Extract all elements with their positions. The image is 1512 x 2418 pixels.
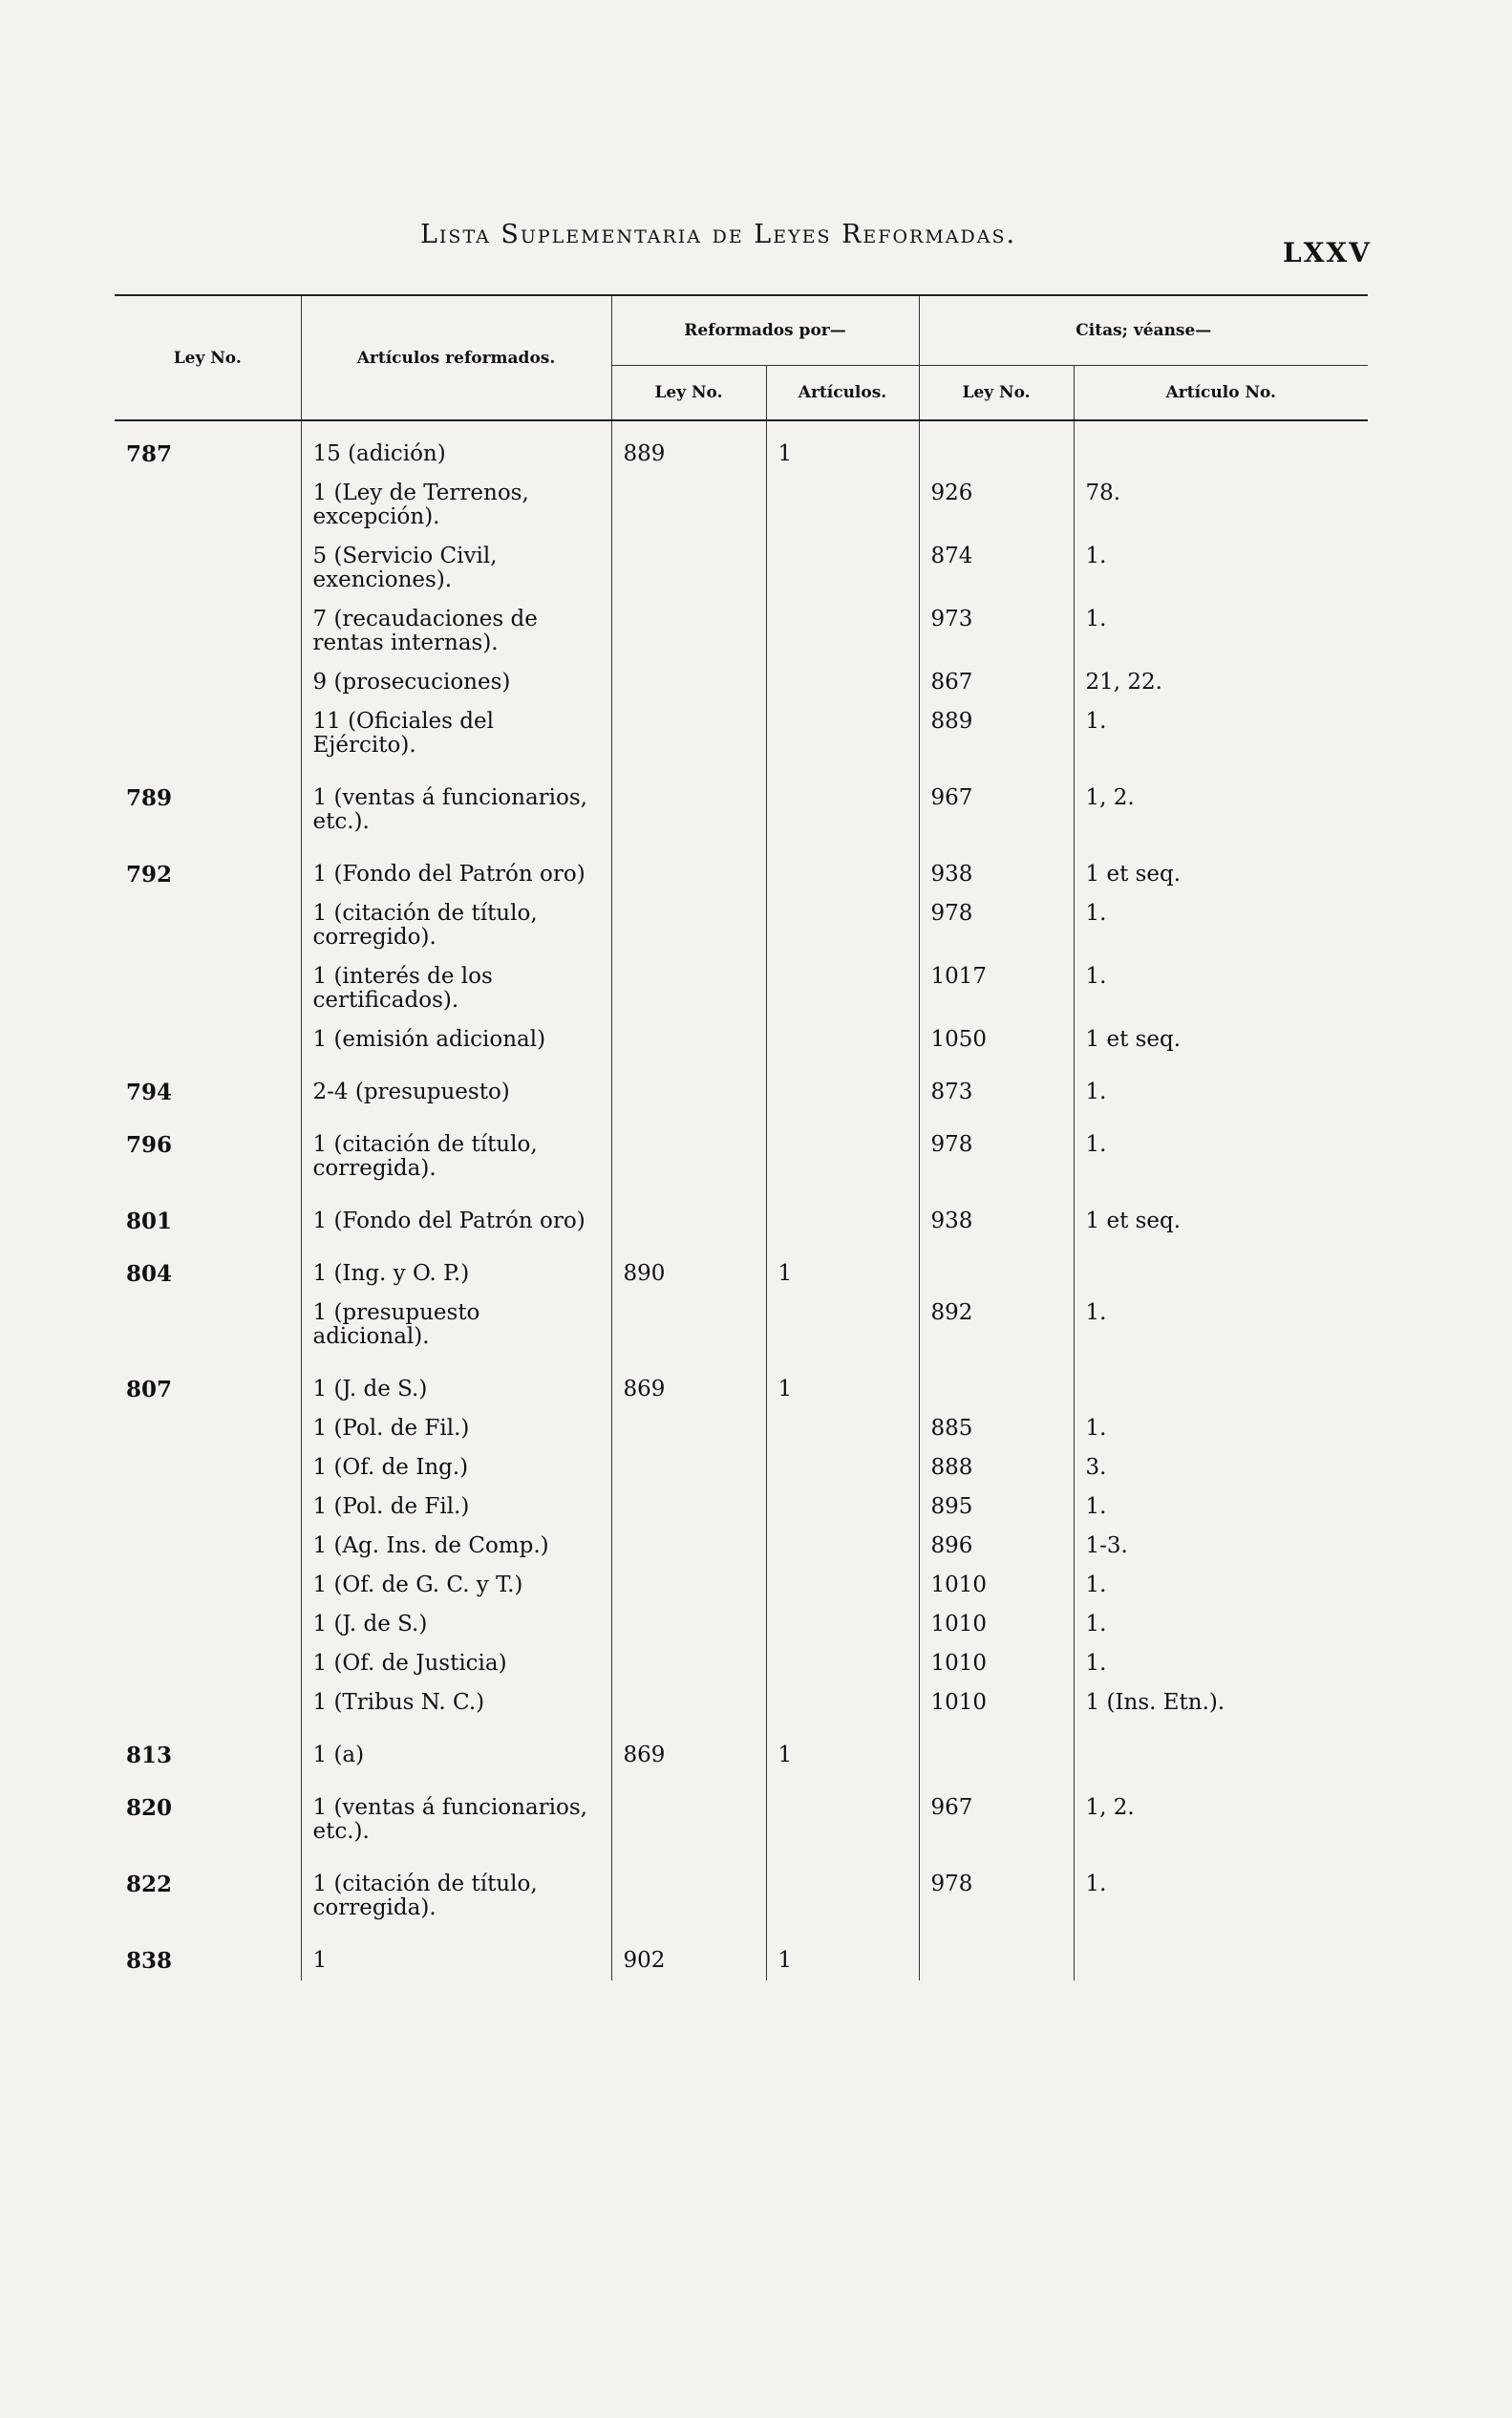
table-row: [115, 957, 1368, 1020]
table-body: [115, 420, 1368, 1980]
table-row: [115, 474, 1368, 537]
cell-ref-ley-no: [611, 1487, 766, 1527]
cell-citas-ley-no: 978: [919, 1112, 1074, 1188]
cell-citas-ley-no: [919, 1241, 1074, 1294]
cell-ley-no: [115, 1644, 301, 1683]
cell-ref-ley-no: [611, 474, 766, 537]
cell-ley-no: [115, 474, 301, 537]
cell-ley-no: [115, 600, 301, 663]
cell-articulos-reformados: 1 (Tribus N. C.): [301, 1683, 611, 1723]
cell-articulos-reformados: 1 (Pol. de Fil.): [301, 1487, 611, 1527]
cell-articulos-reformados: 1 (Of. de G. C. y T.): [301, 1566, 611, 1605]
cell-ref-articulos: 1: [766, 1723, 919, 1775]
cell-ref-ley-no: [611, 842, 766, 894]
cell-citas-articulo-no: 1.: [1074, 600, 1368, 663]
cell-ref-ley-no: [611, 1566, 766, 1605]
cell-citas-ley-no: 967: [919, 765, 1074, 842]
table-header: [115, 295, 1368, 420]
cell-articulos-reformados: 1 (J. de S.): [301, 1357, 611, 1409]
cell-citas-ley-no: 978: [919, 1851, 1074, 1928]
cell-citas-articulo-no: 1-3.: [1074, 1527, 1368, 1566]
table-row: [115, 1851, 1368, 1928]
cell-citas-ley-no: 967: [919, 1775, 1074, 1851]
cell-articulos-reformados: 1 (citación de título, corregido).: [301, 894, 611, 957]
cell-ley-no: 794: [126, 1080, 173, 1105]
cell-ref-ley-no: [611, 1188, 766, 1241]
cell-citas-articulo-no: 1 et seq.: [1074, 1020, 1368, 1059]
cell-citas-articulo-no: 1.: [1074, 894, 1368, 957]
cell-ley-no: 804: [126, 1261, 173, 1287]
cell-ref-ley-no: 890: [611, 1241, 766, 1294]
cell-ref-ley-no: [611, 1644, 766, 1683]
cell-citas-articulo-no: 1.: [1074, 1294, 1368, 1357]
table-row: [115, 1059, 1368, 1112]
cell-citas-ley-no: 978: [919, 894, 1074, 957]
cell-articulos-reformados: 1 (presupuesto adicional).: [301, 1294, 611, 1357]
table-row: [115, 1357, 1368, 1409]
table-row: [115, 600, 1368, 663]
cell-citas-ley-no: 1010: [919, 1566, 1074, 1605]
cell-articulos-reformados: 1: [301, 1928, 611, 1980]
cell-ref-articulos: [766, 537, 919, 600]
table-row: [115, 1409, 1368, 1448]
cell-citas-articulo-no: [1074, 1357, 1368, 1409]
cell-ref-articulos: [766, 1188, 919, 1241]
cell-ref-articulos: 1: [766, 1357, 919, 1409]
cell-ref-articulos: [766, 1487, 919, 1527]
table-row: [115, 1683, 1368, 1723]
cell-articulos-reformados: 1 (Of. de Ing.): [301, 1448, 611, 1487]
cell-citas-articulo-no: 1, 2.: [1074, 1775, 1368, 1851]
cell-articulos-reformados: 1 (citación de título, corregida).: [301, 1851, 611, 1928]
cell-ley-no: 787: [126, 441, 173, 467]
cell-ref-ley-no: [611, 1020, 766, 1059]
cell-ref-articulos: [766, 1112, 919, 1188]
cell-citas-ley-no: 874: [919, 537, 1074, 600]
cell-citas-articulo-no: 1 (Ins. Etn.).: [1074, 1683, 1368, 1723]
cell-ley-no: [115, 1409, 301, 1448]
cell-citas-articulo-no: 1.: [1074, 1059, 1368, 1112]
cell-ref-articulos: [766, 474, 919, 537]
cell-articulos-reformados: 1 (J. de S.): [301, 1605, 611, 1644]
cell-citas-ley-no: [919, 1928, 1074, 1980]
cell-ref-ley-no: [611, 1851, 766, 1928]
cell-ref-articulos: [766, 1605, 919, 1644]
cell-citas-ley-no: 938: [919, 842, 1074, 894]
cell-citas-ley-no: 1010: [919, 1644, 1074, 1683]
table-row: [115, 1775, 1368, 1851]
cell-ref-articulos: [766, 1527, 919, 1566]
cell-citas-articulo-no: 1.: [1074, 702, 1368, 765]
cell-ref-articulos: [766, 663, 919, 702]
header-ley-no: Ley No.: [173, 348, 242, 368]
cell-articulos-reformados: 1 (ventas á funcionarios, etc.).: [301, 765, 611, 842]
cell-articulos-reformados: 9 (prosecuciones): [301, 663, 611, 702]
cell-citas-ley-no: 867: [919, 663, 1074, 702]
cell-citas-ley-no: 1010: [919, 1683, 1074, 1723]
cell-ref-ley-no: [611, 765, 766, 842]
cell-ref-ley-no: [611, 1448, 766, 1487]
cell-ref-articulos: [766, 1566, 919, 1605]
cell-articulos-reformados: 1 (Ag. Ins. de Comp.): [301, 1527, 611, 1566]
cell-citas-articulo-no: 1.: [1074, 957, 1368, 1020]
cell-citas-ley-no: 892: [919, 1294, 1074, 1357]
cell-citas-articulo-no: 1.: [1074, 1644, 1368, 1683]
cell-ley-no: 820: [126, 1795, 173, 1821]
cell-ref-articulos: 1: [766, 1928, 919, 1980]
cell-ref-ley-no: 869: [611, 1723, 766, 1775]
table-row: [115, 1605, 1368, 1644]
cell-ley-no: 807: [126, 1377, 173, 1402]
header-ref-ley-no: Ley No.: [611, 366, 766, 421]
cell-ref-articulos: [766, 1294, 919, 1357]
cell-ley-no: [115, 1605, 301, 1644]
cell-citas-articulo-no: 1 et seq.: [1074, 842, 1368, 894]
cell-citas-articulo-no: [1074, 1241, 1368, 1294]
header-ref-articulos: Artículos.: [766, 366, 919, 421]
table-row: [115, 1644, 1368, 1683]
cell-citas-ley-no: 1010: [919, 1605, 1074, 1644]
table-row: [115, 842, 1368, 894]
table-row: [115, 1928, 1368, 1980]
cell-articulos-reformados: 1 (citación de título, corregida).: [301, 1112, 611, 1188]
table-row: [115, 1241, 1368, 1294]
cell-ley-no: 789: [126, 785, 173, 811]
cell-articulos-reformados: 15 (adición): [301, 420, 611, 474]
cell-ref-ley-no: 902: [611, 1928, 766, 1980]
cell-ley-no: [115, 957, 301, 1020]
cell-citas-ley-no: 896: [919, 1527, 1074, 1566]
page-number: LXXV: [1283, 237, 1372, 268]
cell-citas-articulo-no: 1.: [1074, 1566, 1368, 1605]
cell-citas-articulo-no: 1.: [1074, 1487, 1368, 1527]
cell-ley-no: [115, 1487, 301, 1527]
cell-citas-ley-no: 938: [919, 1188, 1074, 1241]
cell-ley-no: [115, 894, 301, 957]
cell-citas-articulo-no: 1.: [1074, 1605, 1368, 1644]
cell-ley-no: 792: [126, 862, 173, 888]
table-row: [115, 1566, 1368, 1605]
cell-articulos-reformados: 1 (Fondo del Patrón oro): [301, 842, 611, 894]
cell-ley-no: [115, 1294, 301, 1357]
cell-citas-ley-no: 973: [919, 600, 1074, 663]
cell-ref-ley-no: [611, 1294, 766, 1357]
cell-articulos-reformados: 1 (interés de los certificados).: [301, 957, 611, 1020]
cell-articulos-reformados: 1 (Of. de Justicia): [301, 1644, 611, 1683]
cell-articulos-reformados: 1 (emisión adicional): [301, 1020, 611, 1059]
cell-citas-articulo-no: 1.: [1074, 1851, 1368, 1928]
cell-citas-articulo-no: 1.: [1074, 537, 1368, 600]
cell-citas-ley-no: [919, 420, 1074, 474]
header-citas-articulo-no: Artículo No.: [1074, 366, 1368, 421]
table-row: [115, 894, 1368, 957]
cell-ley-no: [115, 537, 301, 600]
cell-ref-articulos: [766, 1683, 919, 1723]
cell-citas-articulo-no: 3.: [1074, 1448, 1368, 1487]
cell-ref-articulos: 1: [766, 1241, 919, 1294]
cell-ref-ley-no: [611, 702, 766, 765]
cell-ref-ley-no: [611, 1775, 766, 1851]
cell-articulos-reformados: 2-4 (presupuesto): [301, 1059, 611, 1112]
cell-ref-articulos: [766, 957, 919, 1020]
cell-ref-articulos: 1: [766, 420, 919, 474]
cell-ley-no: [115, 1020, 301, 1059]
header-reformados-por: Reformados por—: [611, 295, 919, 366]
table-row: [115, 1527, 1368, 1566]
cell-ref-articulos: [766, 702, 919, 765]
cell-articulos-reformados: 7 (recaudaciones de rentas internas).: [301, 600, 611, 663]
header-citas: Citas; véanse—: [919, 295, 1368, 366]
cell-ley-no: [115, 1527, 301, 1566]
table-row: [115, 1294, 1368, 1357]
cell-ref-ley-no: [611, 1112, 766, 1188]
cell-ref-ley-no: [611, 1605, 766, 1644]
cell-ref-ley-no: [611, 1527, 766, 1566]
cell-ref-articulos: [766, 1851, 919, 1928]
cell-ref-articulos: [766, 600, 919, 663]
table-row: [115, 537, 1368, 600]
page-title: Lista Suplementaria de Leyes Reformadas.: [420, 220, 1017, 249]
table-row: [115, 1188, 1368, 1241]
cell-citas-ley-no: 926: [919, 474, 1074, 537]
cell-citas-ley-no: [919, 1357, 1074, 1409]
table-row: [115, 765, 1368, 842]
table-row: [115, 702, 1368, 765]
table-row: [115, 663, 1368, 702]
cell-ref-articulos: [766, 1059, 919, 1112]
cell-citas-ley-no: [919, 1723, 1074, 1775]
amended-laws-table-container: [115, 294, 1368, 1980]
cell-ref-ley-no: [611, 663, 766, 702]
cell-ref-articulos: [766, 842, 919, 894]
cell-ley-no: [115, 663, 301, 702]
table-row: [115, 1112, 1368, 1188]
cell-citas-ley-no: 888: [919, 1448, 1074, 1487]
table-row: [115, 1487, 1368, 1527]
cell-ref-ley-no: 869: [611, 1357, 766, 1409]
cell-articulos-reformados: 1 (Ley de Terrenos, excepción).: [301, 474, 611, 537]
table-row: [115, 420, 1368, 474]
cell-ley-no: 813: [126, 1743, 173, 1768]
cell-ref-articulos: [766, 1775, 919, 1851]
cell-ley-no: [115, 1566, 301, 1605]
cell-ley-no: 838: [126, 1948, 173, 1974]
cell-citas-ley-no: 1050: [919, 1020, 1074, 1059]
cell-ref-ley-no: 889: [611, 420, 766, 474]
cell-ref-articulos: [766, 1448, 919, 1487]
cell-ref-articulos: [766, 1020, 919, 1059]
cell-ley-no: [115, 702, 301, 765]
cell-citas-ley-no: 885: [919, 1409, 1074, 1448]
cell-ref-ley-no: [611, 1409, 766, 1448]
cell-ref-articulos: [766, 1409, 919, 1448]
cell-ref-ley-no: [611, 600, 766, 663]
table-row: [115, 1723, 1368, 1775]
amended-laws-table: [115, 294, 1368, 1980]
cell-citas-ley-no: 889: [919, 702, 1074, 765]
cell-citas-ley-no: 1017: [919, 957, 1074, 1020]
cell-citas-articulo-no: [1074, 1723, 1368, 1775]
cell-citas-articulo-no: [1074, 420, 1368, 474]
cell-ref-ley-no: [611, 1683, 766, 1723]
cell-citas-ley-no: 873: [919, 1059, 1074, 1112]
header-articulos-reformados: Artículos reformados.: [301, 295, 611, 420]
cell-ley-no: 796: [126, 1132, 173, 1158]
cell-citas-ley-no: 895: [919, 1487, 1074, 1527]
header-citas-ley-no: Ley No.: [919, 366, 1074, 421]
cell-articulos-reformados: 1 (Pol. de Fil.): [301, 1409, 611, 1448]
cell-ref-ley-no: [611, 537, 766, 600]
cell-citas-articulo-no: 1, 2.: [1074, 765, 1368, 842]
cell-ref-ley-no: [611, 957, 766, 1020]
cell-ref-articulos: [766, 765, 919, 842]
cell-citas-articulo-no: [1074, 1928, 1368, 1980]
cell-ref-ley-no: [611, 1059, 766, 1112]
cell-articulos-reformados: 1 (Ing. y O. P.): [301, 1241, 611, 1294]
cell-citas-articulo-no: 1.: [1074, 1409, 1368, 1448]
cell-articulos-reformados: 1 (a): [301, 1723, 611, 1775]
cell-ley-no: 801: [126, 1209, 173, 1234]
cell-citas-articulo-no: 1.: [1074, 1112, 1368, 1188]
cell-articulos-reformados: 1 (ventas á funcionarios, etc.).: [301, 1775, 611, 1851]
cell-ref-articulos: [766, 894, 919, 957]
table-row: [115, 1020, 1368, 1059]
cell-ref-ley-no: [611, 894, 766, 957]
table-row: [115, 1448, 1368, 1487]
cell-ley-no: [115, 1683, 301, 1723]
cell-citas-articulo-no: 78.: [1074, 474, 1368, 537]
cell-ley-no: 822: [126, 1872, 173, 1897]
cell-citas-articulo-no: 21, 22.: [1074, 663, 1368, 702]
cell-ley-no: [115, 1448, 301, 1487]
cell-ref-articulos: [766, 1644, 919, 1683]
cell-articulos-reformados: 11 (Oficiales del Ejército).: [301, 702, 611, 765]
cell-citas-articulo-no: 1 et seq.: [1074, 1188, 1368, 1241]
cell-articulos-reformados: 1 (Fondo del Patrón oro): [301, 1188, 611, 1241]
cell-articulos-reformados: 5 (Servicio Civil, exenciones).: [301, 537, 611, 600]
